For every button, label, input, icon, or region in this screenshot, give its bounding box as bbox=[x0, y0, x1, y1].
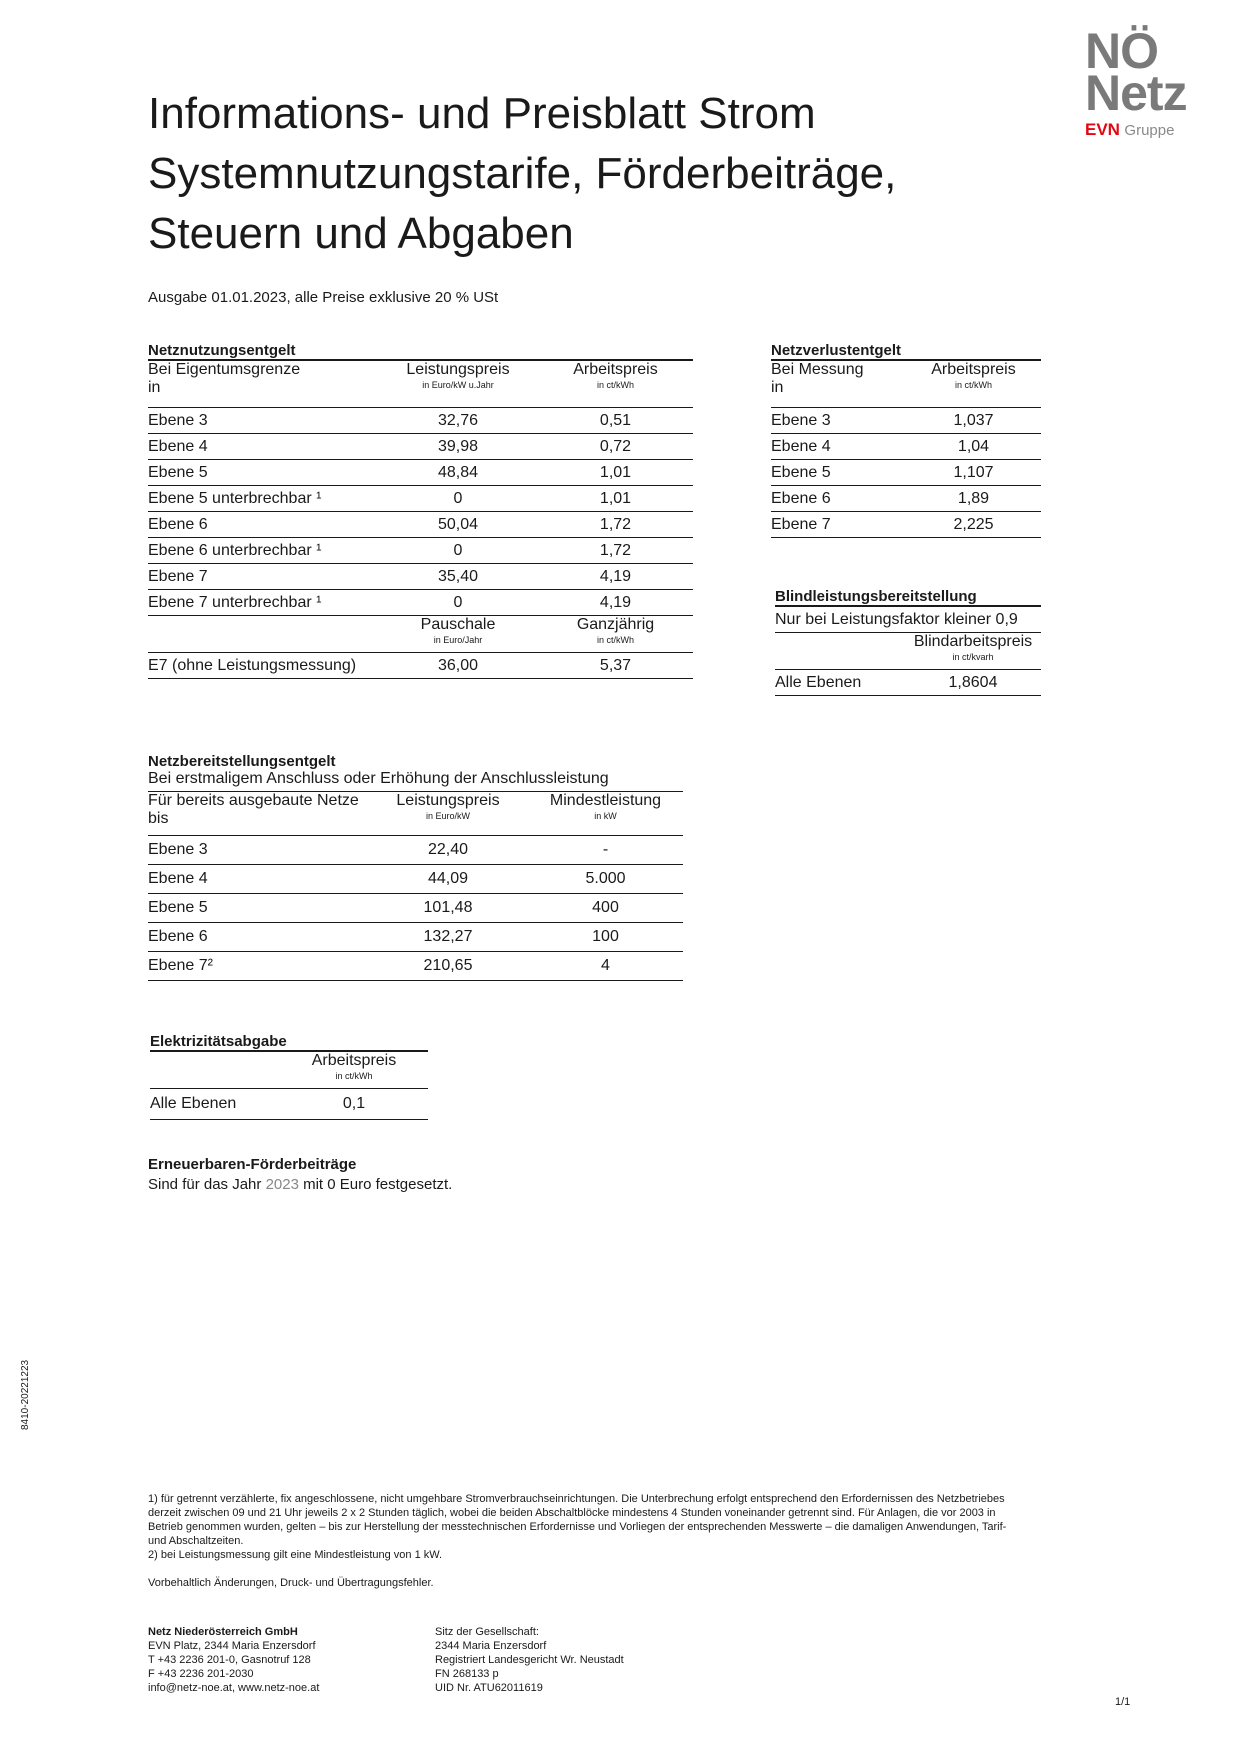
header-cell: Arbeitspreis in ct/kWh bbox=[906, 360, 1041, 408]
header-cell: Bei Messung in bbox=[771, 360, 906, 408]
table-row: Ebene 5 unterbrechbar ¹ 0 1,01 bbox=[148, 486, 693, 512]
netzverlust-table bbox=[771, 359, 1041, 538]
table-row: Ebene 5 1,107 bbox=[771, 460, 1041, 486]
table-row: Nur bei Leistungsfaktor kleiner 0,9 bbox=[775, 606, 1041, 633]
abgabe-title: Elektrizitätsabgabe bbox=[150, 1033, 287, 1050]
title-line-3: Steuern und Abgaben bbox=[148, 209, 574, 258]
table-subheader-row bbox=[148, 616, 693, 653]
company-phone: T +43 2236 201-0, Gasnotruf 128 bbox=[148, 1654, 311, 1666]
table-row: Ebene 6 50,04 1,72 bbox=[148, 512, 693, 538]
table-row: Ebene 7 2,225 bbox=[771, 512, 1041, 538]
document-number: 8410-20221223 bbox=[20, 1359, 31, 1430]
bereitstellung-section bbox=[148, 753, 683, 981]
table-header-row bbox=[148, 792, 683, 836]
table-row: Ebene 7 35,40 4,19 bbox=[148, 564, 693, 590]
logo-gruppe: Gruppe bbox=[1124, 122, 1175, 139]
header-cell: Blindarbeitspreis in ct/kvarh bbox=[905, 633, 1041, 670]
table-row: Ebene 4 44,09 5.000 bbox=[148, 865, 683, 894]
header-cell: Ganzjährig in ct/kWh bbox=[538, 616, 693, 653]
table-row: Ebene 4 39,98 0,72 bbox=[148, 434, 693, 460]
uid-number: UID Nr. ATU62011619 bbox=[435, 1682, 543, 1694]
company-info bbox=[148, 1625, 428, 1695]
netzverlust-title: Netzverlustentgelt bbox=[771, 342, 902, 359]
table-row: Ebene 3 32,76 0,51 bbox=[148, 408, 693, 434]
table-row: Alle Ebenen 1,8604 bbox=[775, 670, 1041, 696]
table-row: E7 (ohne Leistungsmessung) 36,00 5,37 bbox=[148, 653, 693, 679]
netznutzung-table bbox=[148, 359, 693, 679]
netzverlust-section bbox=[771, 342, 1041, 538]
header-cell: Leistungspreis in Euro/kW bbox=[368, 792, 528, 836]
fn-number: FN 268133 p bbox=[435, 1668, 499, 1680]
logo-tagline bbox=[1085, 120, 1195, 140]
company-registration bbox=[435, 1625, 735, 1695]
abgabe-section bbox=[150, 1033, 428, 1120]
bereitstellung-table bbox=[148, 792, 683, 981]
blind-table bbox=[775, 605, 1041, 696]
company-fax: F +43 2236 201-2030 bbox=[148, 1668, 254, 1680]
company-name: Netz Niederösterreich GmbH bbox=[148, 1626, 298, 1638]
header-cell: Für bereits ausgebaute Netze bis bbox=[148, 792, 368, 836]
issue-note: Ausgabe 01.01.2023, alle Preise exklusive 20 % USt bbox=[148, 289, 499, 306]
bereitstellung-title: Netzbereitstellungsentgelt bbox=[148, 753, 336, 770]
court: Registriert Landesgericht Wr. Neustadt bbox=[435, 1654, 624, 1666]
blind-section bbox=[775, 588, 1041, 696]
company-logo bbox=[1085, 23, 1195, 140]
header-cell: Leistungspreis in Euro/kW u.Jahr bbox=[378, 360, 538, 408]
table-header-row bbox=[148, 360, 693, 408]
abgabe-table bbox=[150, 1050, 428, 1120]
table-row: Ebene 4 1,04 bbox=[771, 434, 1041, 460]
footnotes bbox=[148, 1492, 1018, 1590]
disclaimer: Vorbehaltlich Änderungen, Druck- und Übertragungsfehler. bbox=[148, 1577, 434, 1589]
seat: 2344 Maria Enzersdorf bbox=[435, 1640, 547, 1652]
table-row: Ebene 3 1,037 bbox=[771, 408, 1041, 434]
table-header-row bbox=[150, 1051, 428, 1089]
footnote-2: 2) bei Leistungsmessung gilt eine Mindestleistung von 1 kW. bbox=[148, 1549, 443, 1561]
header-cell: Arbeitspreis in ct/kWh bbox=[280, 1051, 428, 1089]
table-row: Ebene 6 132,27 100 bbox=[148, 923, 683, 952]
netznutzung-title: Netznutzungsentgelt bbox=[148, 342, 296, 359]
table-row: Ebene 7 unterbrechbar ¹ 0 4,19 bbox=[148, 590, 693, 616]
company-address: EVN Platz, 2344 Maria Enzersdorf bbox=[148, 1640, 316, 1652]
footnote-1: 1) für getrennt verzählerte, fix angeschlossene, nicht umgehbare Stromverbrauchseinrichtungen. Die Unterbrechung erfolgt entsprechend den Erfordernissen des Netzbetriebes derzeit zwischen 09 und 21 Uhr jeweils 2 x 2 Stunden täglich, wobei die beiden Abschaltblöcke mindestens 4 Stunden voneinander getrennt sind. Für Anlagen, die vor 2003 in Betrieb genommen wurden, gelten – bis zur Herstellung der messtechnischen Erfordernisse und Vorliegen der entsprechenden Messwerte – die damaligen Anwendungen, Tarif- und Abschaltzeiten. bbox=[148, 1493, 1007, 1547]
company-web: info@netz-noe.at, www.netz-noe.at bbox=[148, 1682, 320, 1694]
title-line-2: Systemnutzungstarife, Förderbeiträge, bbox=[148, 149, 897, 198]
blind-title: Blindleistungsbereitstellung bbox=[775, 588, 977, 605]
seat-label: Sitz der Gesellschaft: bbox=[435, 1626, 539, 1638]
table-row: Ebene 5 101,48 400 bbox=[148, 894, 683, 923]
header-cell: Mindestleistung in kW bbox=[528, 792, 683, 836]
table-header-row bbox=[775, 633, 1041, 670]
erneuerbar-title: Erneuerbaren-Förderbeiträge bbox=[148, 1156, 357, 1173]
bereitstellung-subtitle: Bei erstmaligem Anschluss oder Erhöhung der Anschlussleistung bbox=[148, 770, 683, 792]
title-line-1: Informations- und Preisblatt Strom bbox=[148, 89, 816, 138]
logo-line-2: Netz bbox=[1085, 65, 1187, 121]
page-number: 1/1 bbox=[1115, 1696, 1131, 1708]
header-cell: Pauschale in Euro/Jahr bbox=[378, 616, 538, 653]
page-title bbox=[148, 84, 1048, 264]
table-row: Alle Ebenen 0,1 bbox=[150, 1089, 428, 1120]
table-row: Ebene 6 unterbrechbar ¹ 0 1,72 bbox=[148, 538, 693, 564]
header-cell: Arbeitspreis in ct/kWh bbox=[538, 360, 693, 408]
table-row: Ebene 7² 210,65 4 bbox=[148, 952, 683, 981]
erneuerbar-section bbox=[148, 1156, 452, 1193]
logo-line-1: NÖ bbox=[1085, 23, 1158, 79]
logo-evn: EVN bbox=[1085, 120, 1120, 139]
table-row: Ebene 3 22,40 - bbox=[148, 836, 683, 865]
table-header-row bbox=[771, 360, 1041, 408]
table-row: Ebene 5 48,84 1,01 bbox=[148, 460, 693, 486]
table-row: Ebene 6 1,89 bbox=[771, 486, 1041, 512]
header-cell: Bei Eigentumsgrenze in bbox=[148, 360, 378, 408]
erneuerbar-text: Sind für das Jahr 2023 mit 0 Euro festgesetzt. bbox=[148, 1176, 453, 1193]
netznutzung-section bbox=[148, 342, 693, 679]
